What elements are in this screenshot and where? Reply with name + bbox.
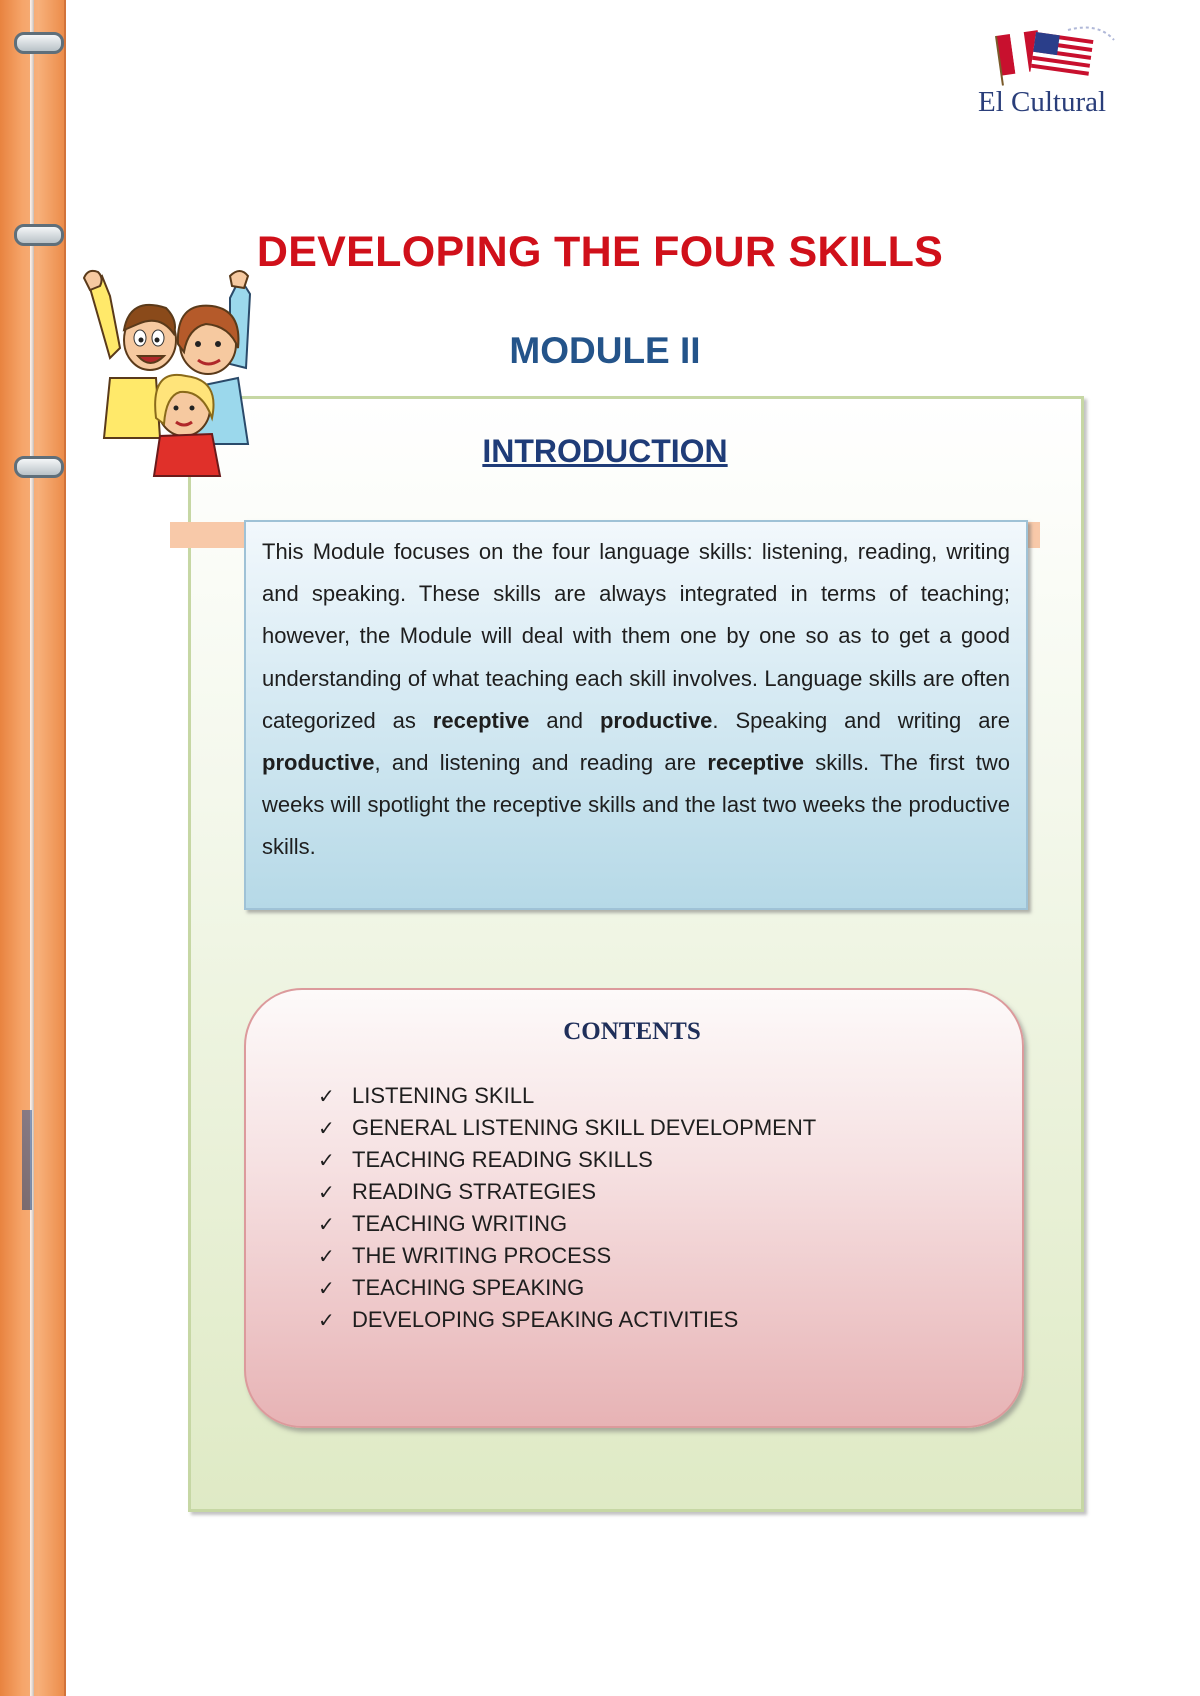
intro-text-segment: This Module focuses on the four language skills: listening, reading, writing and speaking. These skills are always integrated in terms of teaching; however, the Module will deal with them one by one so as to get a good understanding of what teaching each skill involves. Language skills are often categorized as (262, 539, 1010, 733)
contents-item (318, 1240, 816, 1272)
cheering-kids-illustration (80, 268, 280, 478)
check-icon: ✓ (318, 1213, 335, 1236)
contents-item (318, 1208, 816, 1240)
check-icon: ✓ (318, 1277, 335, 1300)
contents-item-label: TEACHING READING SKILLS (352, 1147, 653, 1172)
intro-bold-term: receptive (707, 750, 805, 776)
check-icon: ✓ (318, 1245, 335, 1268)
intro-text-segment: and (529, 707, 600, 733)
module-label: MODULE II (509, 330, 701, 371)
contents-item (318, 1112, 816, 1144)
page-title-text: DEVELOPING THE FOUR SKILLS (256, 228, 944, 276)
check-icon: ✓ (318, 1181, 335, 1204)
contents-title: CONTENTS (563, 1018, 701, 1045)
contents-item-label: TEACHING SPEAKING (352, 1275, 585, 1300)
contents-item (318, 1272, 816, 1304)
introduction-text (262, 531, 1010, 869)
intro-text-segment: skills. The first two weeks will spotlight the receptive skills and the last two weeks the productive skills. (262, 750, 1010, 860)
intro-text-segment: . Speaking and writing are (712, 707, 1010, 733)
contents-item-label: GENERAL LISTENING SKILL DEVELOPMENT (352, 1115, 817, 1140)
contents-item-label: TEACHING WRITING (352, 1211, 568, 1236)
contents-item (318, 1304, 816, 1336)
contents-item-label: THE WRITING PROCESS (352, 1243, 612, 1268)
check-icon: ✓ (318, 1149, 335, 1172)
binder-mark (22, 1110, 32, 1210)
binder-ring-icon (14, 456, 64, 478)
introduction-heading: INTRODUCTION (482, 433, 728, 469)
check-icon: ✓ (318, 1117, 335, 1140)
contents-item-label: LISTENING SKILL (352, 1083, 535, 1108)
logo-text: El Cultural (978, 86, 1107, 118)
check-icon: ✓ (318, 1309, 335, 1332)
introduction-box (244, 520, 1028, 910)
contents-item (318, 1144, 816, 1176)
contents-item (318, 1176, 816, 1208)
intro-bold-term: productive (599, 707, 713, 733)
check-icon: ✓ (318, 1085, 335, 1108)
contents-list (318, 1080, 816, 1336)
binder-ring-icon (14, 32, 64, 54)
contents-item-label: READING STRATEGIES (352, 1179, 597, 1204)
intro-bold-term: receptive (432, 707, 530, 733)
contents-item (318, 1080, 816, 1112)
intro-bold-term: productive (262, 750, 375, 776)
intro-text-segment: , and listening and reading are (374, 750, 708, 776)
contents-item-label: DEVELOPING SPEAKING ACTIVITIES (352, 1307, 739, 1332)
